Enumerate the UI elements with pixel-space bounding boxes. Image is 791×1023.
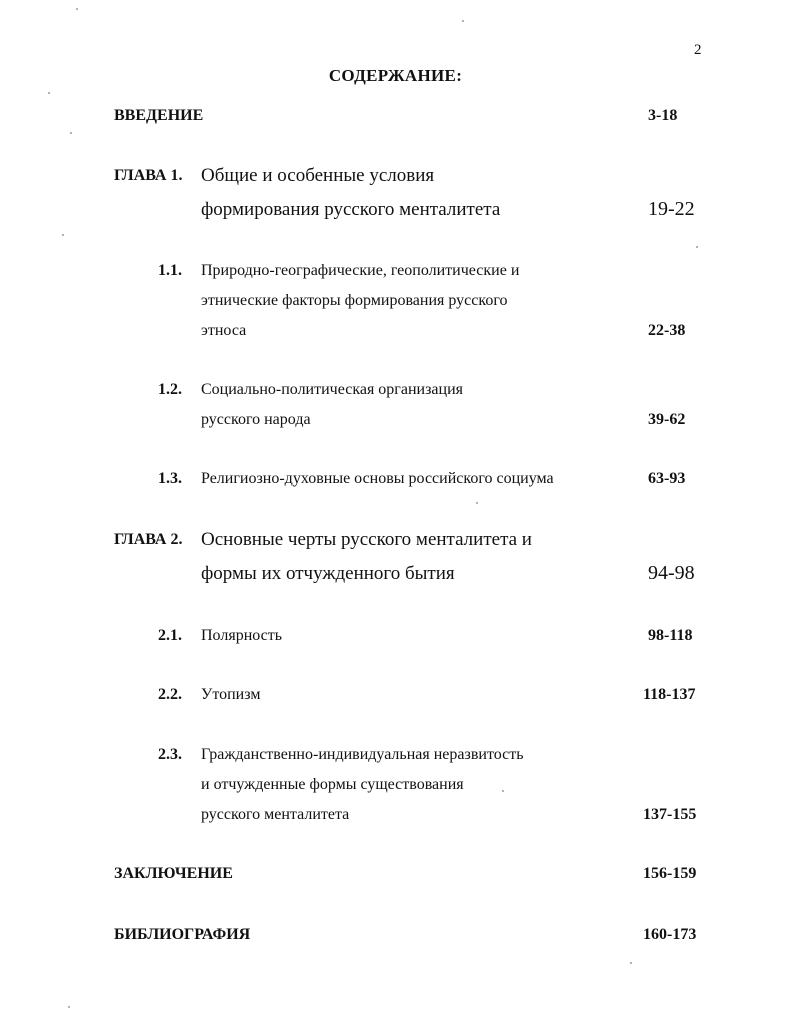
scan-speck — [696, 246, 698, 248]
toc-section-1-1-number: 1.1. — [158, 262, 182, 279]
scan-speck — [62, 234, 64, 236]
toc-section-1-2-line1: Социально-политическая организация — [201, 381, 463, 398]
toc-section-2-1-line1: Полярность — [201, 627, 283, 644]
page-number: 2 — [694, 42, 702, 58]
scan-speck — [48, 92, 50, 94]
toc-section-1-1-line3: этноса — [201, 322, 247, 339]
toc-section-1-2-number: 1.2. — [158, 381, 182, 398]
toc-section-1-2-pages: 39-62 — [648, 411, 686, 428]
toc-section-2-2-number: 2.2. — [158, 686, 182, 703]
toc-chapter1-label: ГЛАВА 1. — [114, 167, 183, 184]
toc-section-2-3-line1: Гражданственно-индивидуальная неразвитость — [201, 746, 524, 763]
toc-section-1-2-line2: русского народа — [201, 411, 311, 428]
toc-section-1-1-line2: этнические факторы формирования русского — [201, 292, 508, 309]
scan-speck — [68, 1006, 70, 1008]
toc-chapter1-title-line2: формирования русского менталитета — [201, 199, 501, 220]
toc-section-1-3-pages: 63-93 — [648, 470, 686, 487]
toc-chapter2-pages: 94-98 — [648, 562, 695, 584]
toc-section-1-1-line1: Природно-географические, геополитические и — [201, 262, 520, 279]
toc-bibliography-label: БИБЛИОГРАФИЯ — [114, 926, 251, 943]
toc-chapter1-title-line1: Общие и особенные условия — [201, 165, 435, 186]
toc-bibliography-pages: 160-173 — [643, 926, 697, 943]
scan-speck — [476, 502, 478, 504]
toc-chapter1-pages: 19-22 — [648, 198, 695, 220]
scan-speck — [462, 20, 464, 22]
toc-section-1-3-line1: Религиозно-духовные основы российского социума — [201, 470, 554, 487]
scan-speck — [630, 962, 632, 964]
toc-heading: СОДЕРЖАНИЕ: — [328, 66, 463, 85]
scan-speck — [70, 132, 72, 134]
toc-section-2-1-pages: 98-118 — [648, 627, 693, 644]
toc-conclusion-pages: 156-159 — [643, 865, 697, 882]
toc-chapter2-title-line2: формы их отчужденного бытия — [201, 563, 455, 584]
toc-section-2-2-pages: 118-137 — [643, 686, 696, 703]
scan-speck — [76, 8, 78, 10]
toc-section-2-1-number: 2.1. — [158, 627, 182, 644]
toc-chapter2-title-line1: Основные черты русского менталитета и — [201, 529, 532, 550]
toc-intro-label: ВВЕДЕНИЕ — [114, 107, 204, 124]
toc-section-2-3-number: 2.3. — [158, 746, 182, 763]
toc-section-2-3-pages: 137-155 — [643, 806, 697, 823]
toc-section-2-3-line3: русского менталитета — [201, 806, 350, 823]
toc-section-1-3-number: 1.3. — [158, 470, 182, 487]
toc-section-2-2-line1: Утопизм — [201, 686, 261, 703]
toc-intro-pages: 3-18 — [648, 107, 678, 124]
toc-section-1-1-pages: 22-38 — [648, 322, 686, 339]
scan-speck — [502, 790, 504, 792]
toc-conclusion-label: ЗАКЛЮЧЕНИЕ — [114, 865, 233, 882]
toc-chapter2-label: ГЛАВА 2. — [114, 531, 183, 548]
toc-section-2-3-line2: и отчужденные формы существования — [201, 776, 464, 793]
